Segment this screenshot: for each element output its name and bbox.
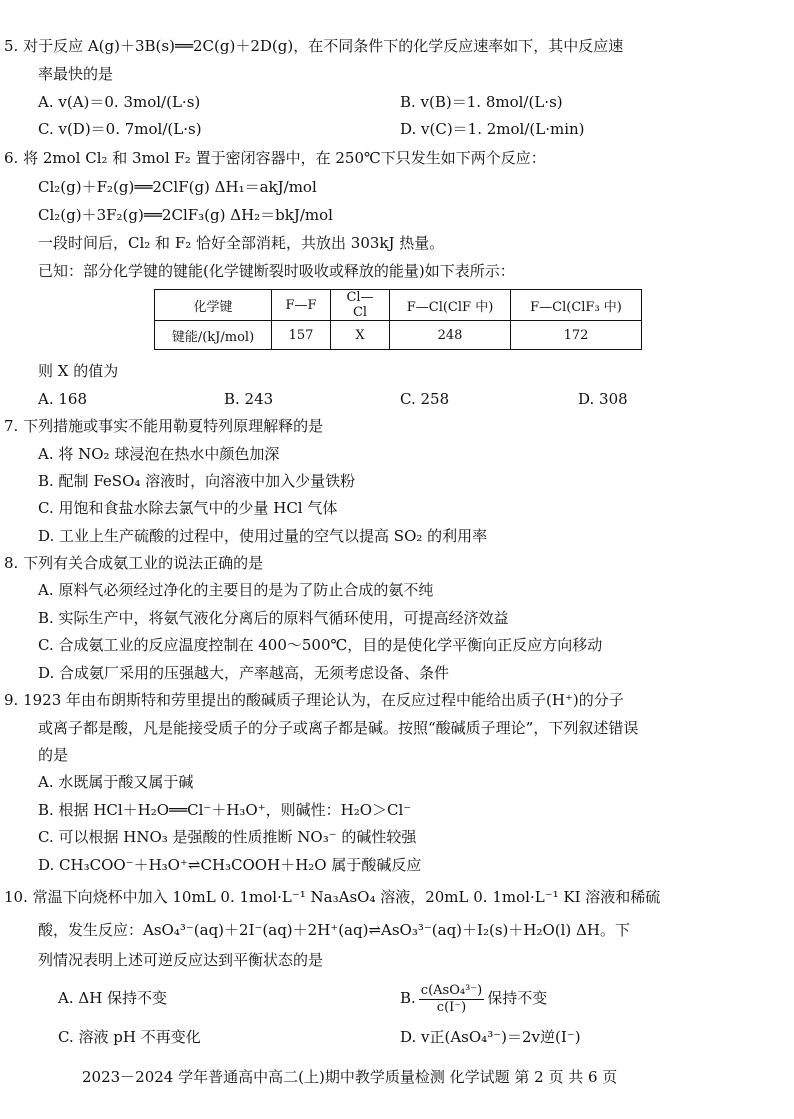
q6-reaction-2: Cl₂(g)＋3F₂(g)══2ClF₃(g) ΔH₂＝bkJ/mol	[38, 206, 333, 224]
table-header-cell: F—Cl(ClF 中)	[390, 290, 511, 321]
table-header-cell: F—Cl(ClF₃ 中)	[511, 290, 642, 321]
q6-option-c: C. 258	[400, 390, 450, 408]
q6-option-a: A. 168	[38, 390, 87, 408]
table-cell: X	[331, 321, 390, 350]
q10-option-b-prefix: B.	[400, 989, 416, 1007]
page-footer: 2023－2024 学年普通高中高二(上)期中教学质量检测 化学试题 第 2 页 共 6 页	[82, 1068, 618, 1086]
q6-stem-line5: 已知：部分化学键的键能(化学键断裂时吸收或释放的能量)如下表所示：	[38, 262, 515, 280]
table-cell: 157	[272, 321, 331, 350]
q10-option-a: A. ΔH 保持不变	[58, 989, 168, 1007]
q6-option-d: D. 308	[578, 390, 628, 408]
q7-stem: 7. 下列措施或事实不能用勒夏特列原理解释的是	[4, 417, 324, 435]
q5-option-b: B. v(B)＝1. 8mol/(L·s)	[400, 93, 563, 111]
q8-stem: 8. 下列有关合成氨工业的说法正确的是	[4, 554, 264, 572]
q10-option-b	[400, 978, 547, 1018]
q6-ask: 则 X 的值为	[38, 362, 119, 380]
table-header-cell: 化学键	[155, 290, 272, 321]
q7-option-c: C. 用饱和食盐水除去氯气中的少量 HCl 气体	[38, 499, 338, 517]
q6-stem-line1: 6. 将 2mol Cl₂ 和 3mol F₂ 置于密闭容器中，在 250℃下只发生如下两个反应：	[4, 149, 546, 167]
q8-option-d: D. 合成氨厂采用的压强越大，产率越高，无须考虑设备、条件	[38, 664, 450, 682]
q8-option-a: A. 原料气必须经过净化的主要目的是为了防止合成的氨不纯	[38, 581, 434, 599]
table-cell: 248	[390, 321, 511, 350]
q5-option-c: C. v(D)＝0. 7mol/(L·s)	[38, 120, 202, 138]
q8-option-b: B. 实际生产中，将氨气液化分离后的原料气循环使用，可提高经济效益	[38, 609, 509, 627]
table-header-row	[155, 290, 642, 321]
q9-option-d: D. CH₃COO⁻＋H₃O⁺⇌CH₃COOH＋H₂O 属于酸碱反应	[38, 856, 422, 874]
q9-stem-line1: 9. 1923 年由布朗斯特和劳里提出的酸碱质子理论认为，在反应过程中能给出质子(H⁺)的分子	[4, 691, 624, 709]
q5-option-d: D. v(C)＝1. 2mol/(L·min)	[400, 120, 585, 138]
q10-option-d: D. v正(AsO₄³⁻)＝2v逆(I⁻)	[400, 1028, 581, 1046]
q8-option-c: C. 合成氨工业的反应温度控制在 400～500℃，目的是使化学平衡向正反应方向移动	[38, 636, 603, 654]
q6-option-b: B. 243	[224, 390, 274, 408]
q10-option-b-numerator: c(AsO₄³⁻)	[420, 982, 483, 998]
table-header-cell: F—F	[272, 290, 331, 321]
q6-reaction-1: Cl₂(g)＋F₂(g)══2ClF(g) ΔH₁＝akJ/mol	[38, 178, 317, 196]
q5-stem-line1: 5. 对于反应 A(g)＋3B(s)══2C(g)＋2D(g)，在不同条件下的化学反应速率如下，其中反应速	[4, 37, 624, 55]
table-cell: 172	[511, 321, 642, 350]
q10-stem-line3: 列情况表明上述可逆反应达到平衡状态的是	[38, 951, 324, 969]
table-header-cell: Cl—Cl	[331, 290, 390, 321]
q10-option-b-fraction	[419, 983, 484, 1016]
q9-option-a: A. 水既属于酸又属于碱	[38, 773, 194, 791]
q9-option-b: B. 根据 HCl＋H₂O══Cl⁻＋H₃O⁺，则碱性：H₂O＞Cl⁻	[38, 801, 412, 819]
bond-energy-table	[154, 289, 642, 350]
table-row	[155, 321, 642, 350]
q9-stem-line3: 的是	[38, 746, 69, 764]
q5-option-a: A. v(A)＝0. 3mol/(L·s)	[38, 93, 201, 111]
q10-stem-line2: 酸，发生反应：AsO₄³⁻(aq)＋2I⁻(aq)＋2H⁺(aq)⇌AsO₃³⁻(aq)＋I₂(s)＋H₂O(l) ΔH。下	[38, 921, 630, 939]
q9-option-c: C. 可以根据 HNO₃ 是强酸的性质推断 NO₃⁻ 的碱性较强	[38, 828, 417, 846]
q10-option-c: C. 溶液 pH 不再变化	[58, 1028, 201, 1046]
q7-option-b: B. 配制 FeSO₄ 溶液时，向溶液中加入少量铁粉	[38, 472, 356, 490]
q10-option-b-denominator: c(I⁻)	[436, 999, 467, 1015]
q5-stem-line2: 率最快的是	[38, 65, 114, 83]
q10-stem-line1: 10. 常温下向烧杯中加入 10mL 0. 1mol·L⁻¹ Na₃AsO₄ 溶液，20mL 0. 1mol·L⁻¹ KI 溶液和稀硫	[4, 888, 661, 906]
q6-stem-line4: 一段时间后，Cl₂ 和 F₂ 恰好全部消耗，共放出 303kJ 热量。	[38, 234, 445, 252]
q7-option-d: D. 工业上生产硫酸的过程中，使用过量的空气以提高 SO₂ 的利用率	[38, 527, 488, 545]
q10-option-b-suffix: 保持不变	[487, 989, 548, 1007]
q9-stem-line2: 或离子都是酸，凡是能接受质子的分子或离子都是碱。按照“酸碱质子理论”，下列叙述错误	[38, 719, 639, 737]
table-cell: 键能/(kJ/mol)	[155, 321, 272, 350]
q7-option-a: A. 将 NO₂ 球浸泡在热水中颜色加深	[38, 445, 280, 463]
